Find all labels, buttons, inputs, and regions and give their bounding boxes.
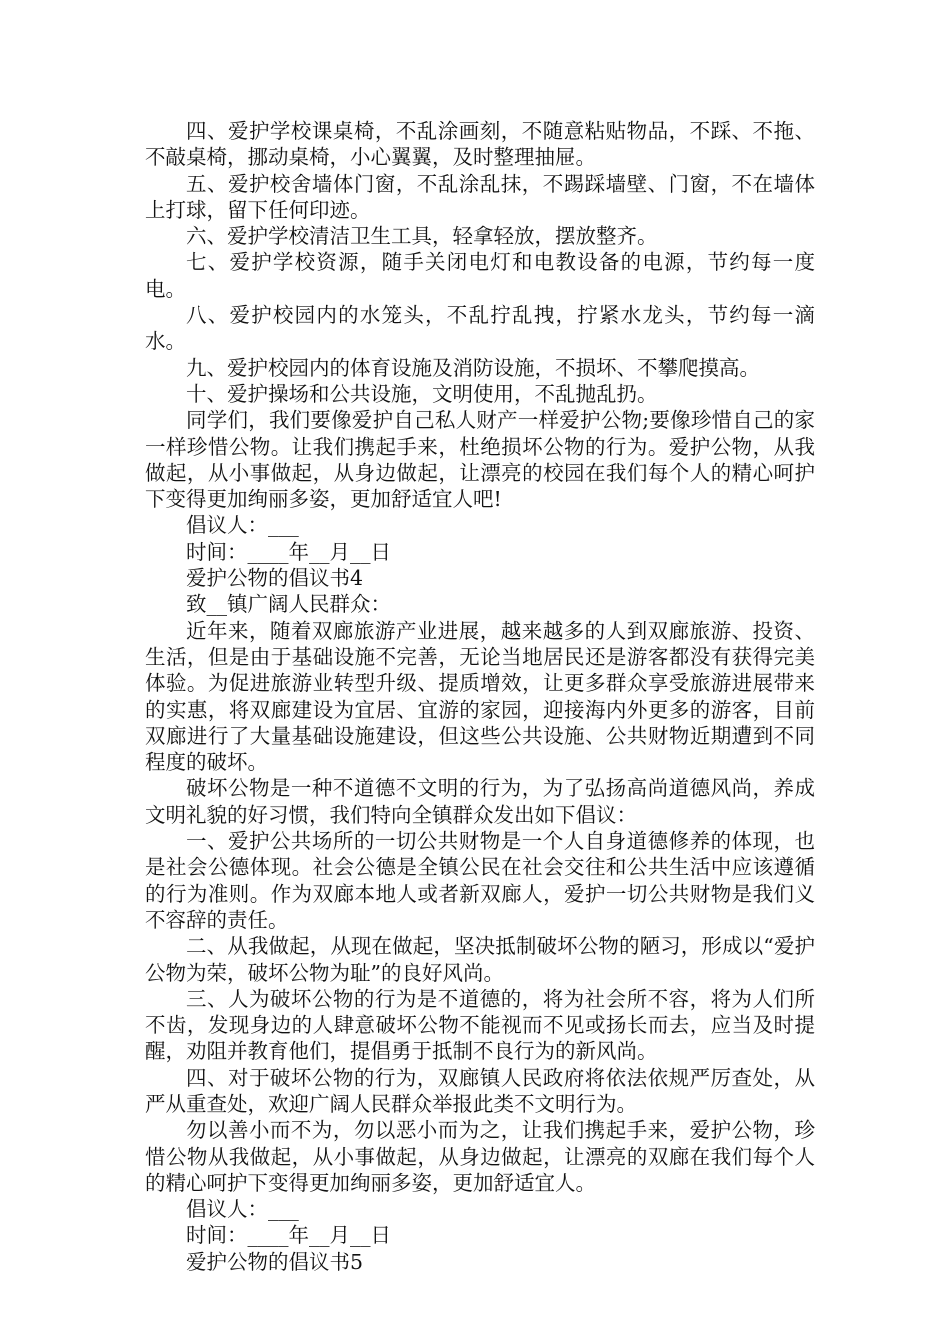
rule-item-8: 八、爱护校园内的水笼头，不乱拧乱拽，拧紧水龙头，节约每一滴水。 [145,303,815,354]
proposal-item-4: 四、对于破坏公物的行为，双廊镇人民政府将依法依规严厉查处，从严从重查处，欢迎广阔人民群众举报此类不文明行为。 [145,1065,815,1116]
date-line: 时间：____年__月__日 [186,1223,391,1248]
rule-item-9: 九、爱护校园内的体育设施及消防设施，不损坏、不攀爬摸高。 [186,355,760,380]
section-title: 爱护公物的倡议书4 [186,566,364,591]
section-title: 爱护公物的倡议书5 [186,1249,364,1274]
proposer-line: 倡议人：___ [186,1197,299,1222]
intro-paragraph: 破坏公物是一种不道德不文明的行为，为了弘扬高尚道德风尚，养成文明礼貌的好习惯，我们特向全镇群众发出如下倡议： [145,776,815,827]
proposer-line: 倡议人：___ [186,513,299,538]
date-line: 时间：____年__月__日 [186,539,391,564]
proposal-item-3: 三、人为破坏公物的行为是不道德的，将为社会所不容，将为人们所不齿，发现身边的人肆意破坏公物不能视而不见或扬长而去，应当及时提醒，劝阻并教育他们，提倡勇于抵制不良行为的新风尚。 [145,986,815,1064]
proposal-item-2: 二、从我做起，从现在做起，坚决抵制破坏公物的陋习，形成以“爱护公物为荣，破坏公物为耻”的良好风尚。 [145,934,815,985]
rule-item-4: 四、爱护学校课桌椅，不乱涂画刻，不随意粘贴物品，不踩、不拖、不敲桌椅，挪动桌椅，小心翼翼，及时整理抽屉。 [145,119,815,170]
closing-paragraph: 勿以善小而不为，勿以恶小而为之，让我们携起手来，爱护公物，珍惜公物从我做起，从小事做起，从身边做起，让漂亮的双廊在我们每个人的精心呵护下变得更加绚丽多姿，更加舒适宜人。 [145,1118,815,1195]
closing-appeal: 同学们，我们要像爱护自己私人财产一样爱护公物;要像珍惜自己的家一样珍惜公物。让我们携起手来，杜绝损坏公物的行为。爱护公物，从我做起，从小事做起，从身边做起，让漂亮的校园在我们每个人的精心呵护下变得更加绚丽多姿，更加舒适宜人吧! [145,408,815,512]
rule-item-10: 十、爱护操场和公共设施，文明使用，不乱抛乱扔。 [186,381,658,406]
rule-item-7: 七、爱护学校资源，随手关闭电灯和电教设备的电源，节约每一度电。 [145,250,815,301]
salutation: 致__镇广阔人民群众： [186,592,391,617]
rule-item-6: 六、爱护学校清洁卫生工具，轻拿轻放，摆放整齐。 [186,224,658,249]
background-paragraph: 近年来，随着双廊旅游产业进展，越来越多的人到双廊旅游、投资、生活，但是由于基础设施不完善，无论当地居民还是游客都没有获得完美体验。为促进旅游业转型升级、提质增效，让更多群众享受旅游进展带来的实惠，将双廊建设为宜居、宜游的家园，迎接海内外更多的游客，目前双廊进行了大量基础设施建设，但这些公共设施、公共财物近期遭到不同程度的破坏。 [145,618,815,775]
document-page [145,118,815,1275]
rule-item-5: 五、爱护校舍墙体门窗，不乱涂乱抹，不踢踩墙壁、门窗，不在墙体上打球，留下任何印迹。 [145,171,815,222]
proposal-item-1: 一、爱护公共场所的一切公共财物是一个人自身道德修养的体现，也是社会公德体现。社会公德是全镇公民在社会交往和公共生活中应该遵循的行为准则。作为双廊本地人或者新双廊人，爱护一切公共财物是我们义不容辞的责任。 [145,829,815,932]
